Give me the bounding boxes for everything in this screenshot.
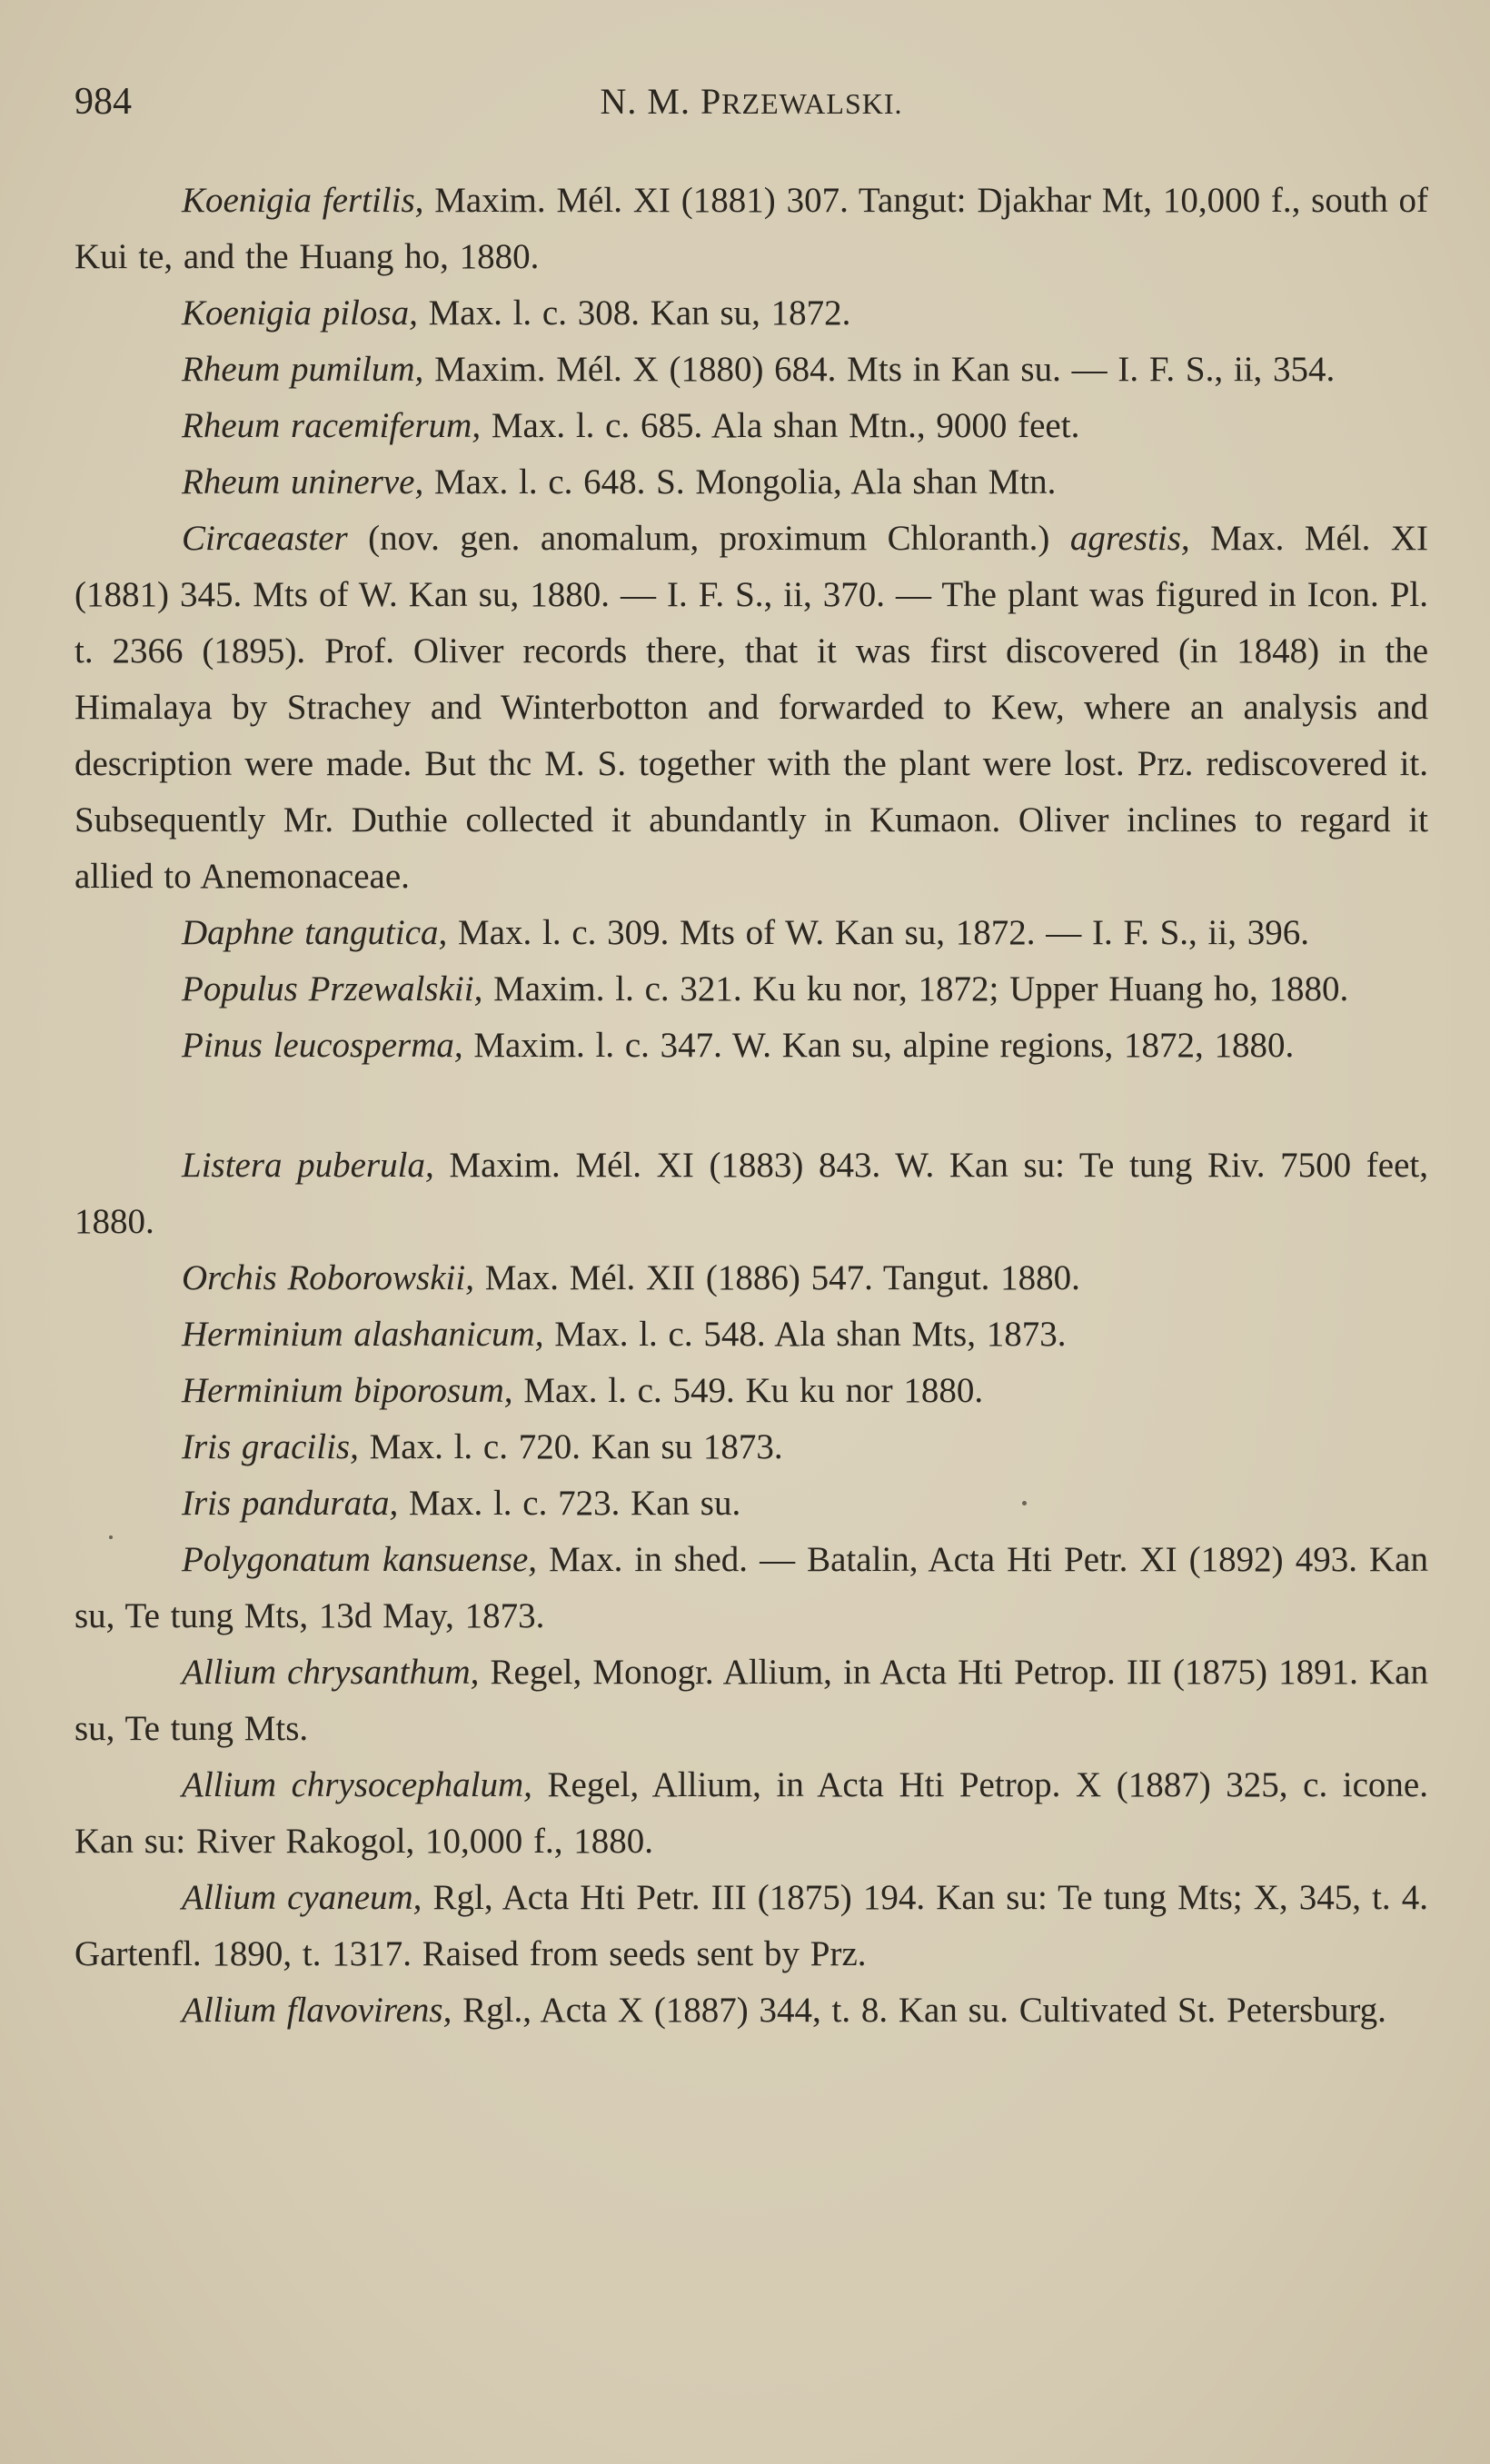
species-name: Rheum uninerve, (182, 462, 424, 502)
species-entry (74, 1250, 1428, 1307)
species-entry (74, 1018, 1428, 1074)
citation-text: Regel, Monogr. Allium, in Acta Hti Petrop. III (1875) 1891. Kan su, Te tung Mts. (74, 1653, 1428, 1748)
citation-text: (nov. gen. anomalum, proximum Chloranth.) (347, 519, 1070, 558)
species-entry (74, 1982, 1428, 2039)
citation-text: Rgl, Acta Hti Petr. III (1875) 194. Kan su: Te tung Mts; X, 345, t. 4. Gartenfl. 1890, t. 1317. Raised from seeds sent by Prz. (74, 1878, 1428, 1973)
citation-text: Max. in shed. — Batalin, Acta Hti Petr. XI (1892) 493. Kan su, Te tung Mts, 13d May, 1873. (74, 1540, 1428, 1635)
species-section (74, 1138, 1428, 2039)
species-entry (74, 1419, 1428, 1475)
species-entry (74, 1532, 1428, 1644)
species-entry (74, 1644, 1428, 1757)
species-name: Listera puberula, (182, 1146, 434, 1185)
citation-text: Max. Mél. XII (1886) 547. Tangut. 1880. (473, 1258, 1080, 1297)
species-entry (74, 1363, 1428, 1419)
citation-text: Max. l. c. 549. Ku ku nor 1880. (512, 1371, 984, 1410)
species-entry (74, 1475, 1428, 1532)
page-header (74, 80, 1428, 134)
species-name: Rheum pumilum, (182, 350, 424, 389)
species-entry (74, 285, 1428, 342)
citation-text: Maxim. Mél. XI (1881) 307. Tangut: Djakhar Mt, 10,000 f., south of Kui te, and the Huang ho, 1880. (74, 181, 1428, 276)
species-name: Daphne tangutica, (182, 913, 448, 952)
body-text (74, 173, 1428, 2039)
print-speck (1022, 1501, 1027, 1505)
species-name: Koenigia pilosa, (182, 293, 418, 333)
species-name: Pinus leucosperma, (182, 1026, 463, 1065)
species-entry (74, 1757, 1428, 1870)
running-head (74, 80, 1428, 123)
species-name: Allium flavovirens, (182, 1991, 452, 2030)
species-entry (74, 511, 1428, 905)
species-entry (74, 1870, 1428, 1982)
species-name: Polygonatum kansuense, (182, 1540, 538, 1579)
citation-text: Maxim. Mél. X (1880) 684. Mts in Kan su. — I. F. S., ii, 354. (423, 350, 1336, 389)
species-name: Allium cyaneum, (182, 1878, 422, 1917)
species-name: Rheum racemiferum, (182, 406, 482, 445)
species-entry (74, 342, 1428, 398)
species-entry (74, 1138, 1428, 1250)
species-name: Iris gracilis, (182, 1427, 359, 1466)
species-entry (74, 454, 1428, 511)
species-section (74, 173, 1428, 1074)
citation-text: Regel, Allium, in Acta Hti Petrop. X (1887) 325, c. icone. Kan su: River Rakogol, 10,000 f., 1880. (74, 1765, 1428, 1861)
citation-text: Max. l. c. 723. Kan su. (398, 1484, 741, 1523)
species-name: Allium chrysocephalum, (182, 1765, 532, 1804)
running-head-caps: RZEWALSKI. (721, 87, 903, 120)
species-name: Orchis Roborowskii, (182, 1258, 474, 1297)
species-name: Populus Przewalskii, (182, 969, 483, 1008)
citation-text: Max. l. c. 309. Mts of W. Kan su, 1872. — I. F. S., ii, 396. (447, 913, 1309, 952)
running-head-initials: N. M. P (600, 81, 722, 122)
species-name: Circaeaster (182, 519, 348, 558)
citation-text: Maxim. l. c. 321. Ku ku nor, 1872; Upper Huang ho, 1880. (482, 969, 1349, 1008)
species-name: Iris pandurata, (182, 1484, 399, 1523)
species-name: Koenigia fertilis, (182, 181, 424, 220)
citation-text: Max. l. c. 308. Kan su, 1872. (417, 293, 851, 333)
species-entry (74, 961, 1428, 1018)
citation-text: Max. l. c. 720. Kan su 1873. (358, 1427, 783, 1466)
page-number: 984 (74, 81, 132, 123)
citation-text: Max. l. c. 548. Ala shan Mts, 1873. (543, 1315, 1067, 1354)
species-entry (74, 905, 1428, 961)
citation-text: Rgl., Acta X (1887) 344, t. 8. Kan su. Cultivated St. Petersburg. (452, 1991, 1386, 2030)
citation-text: Maxim. l. c. 347. W. Kan su, alpine regions, 1872, 1880. (462, 1026, 1295, 1065)
print-speck (109, 1535, 113, 1539)
species-entry (74, 398, 1428, 454)
species-epithet: agrestis, (1069, 519, 1190, 558)
species-name: Herminium biporosum, (182, 1371, 513, 1410)
species-entry (74, 173, 1428, 285)
citation-text: Max. l. c. 685. Ala shan Mtn., 9000 feet. (481, 406, 1080, 445)
citation-text: Max. l. c. 648. S. Mongolia, Ala shan Mtn. (423, 462, 1057, 502)
citation-text: Max. Mél. XI (1881) 345. Mts of W. Kan su, 1880. — I. F. S., ii, 370. — The plant was figured in Icon. Pl. t. 2366 (1895). Prof. Oliver records there, that it was first discovered (in 1848) in the Himalaya by Strachey and Winterbotton and forwarded to Kew, where an analysis and description were made. But thc M. S. together with the plant were lost. Prz. rediscovered it. Subsequently Mr. Duthie collected it abundantly in Kumaon. Oliver inclines to regard it allied to Anemonaceae. (74, 519, 1428, 896)
citation-text: Maxim. Mél. XI (1883) 843. W. Kan su: Te tung Riv. 7500 feet, 1880. (74, 1146, 1428, 1241)
species-name: Herminium alashanicum, (182, 1315, 544, 1354)
species-entry (74, 1307, 1428, 1363)
species-name: Allium chrysanthum, (182, 1653, 480, 1692)
